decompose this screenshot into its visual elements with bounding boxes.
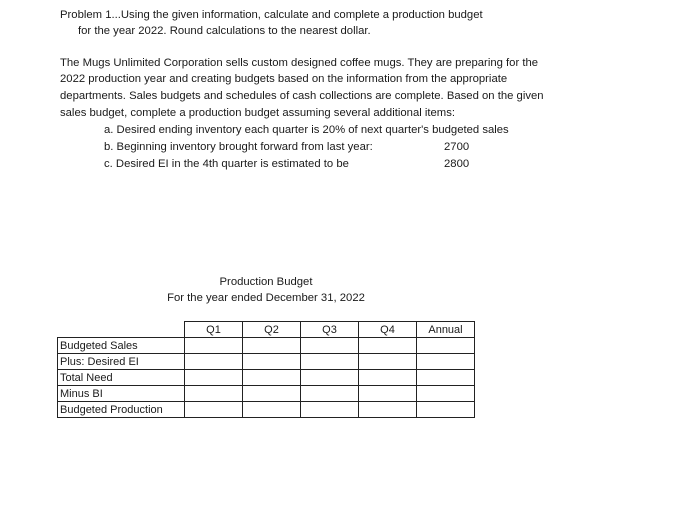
budget-title: Production Budget xyxy=(219,276,313,288)
table-row xyxy=(58,338,475,354)
cell-input[interactable] xyxy=(417,354,475,370)
cell-input[interactable] xyxy=(301,370,359,386)
problem-title: Problem 1...Using the given information, calculate and complete a production budget xyxy=(60,9,483,21)
cell-input[interactable] xyxy=(417,338,475,354)
header-corner xyxy=(58,322,185,338)
problem-title-continued: for the year 2022. Round calculations to the nearest dollar. xyxy=(78,25,371,37)
assumption-c-value: 2800 xyxy=(444,158,470,170)
row-label-minus-bi: Minus BI xyxy=(58,386,185,402)
table-row xyxy=(58,402,475,418)
row-label-total-need: Total Need xyxy=(58,370,185,386)
cell-input[interactable] xyxy=(417,402,475,418)
budget-subtitle: For the year ended December 31, 2022 xyxy=(167,292,365,304)
table-row xyxy=(58,386,475,402)
assumption-c: c. Desired EI in the 4th quarter is estimated to be xyxy=(104,158,349,170)
cell-input[interactable] xyxy=(243,354,301,370)
header-annual: Annual xyxy=(417,322,475,338)
table-row xyxy=(58,354,475,370)
intro-line: The Mugs Unlimited Corporation sells custom designed coffee mugs. They are preparing for the xyxy=(60,57,539,69)
header-q3: Q3 xyxy=(301,322,359,338)
header-q2: Q2 xyxy=(243,322,301,338)
cell-input[interactable] xyxy=(359,370,417,386)
cell-input[interactable] xyxy=(417,370,475,386)
production-budget-table xyxy=(57,321,475,418)
cell-input[interactable] xyxy=(243,370,301,386)
header-q4: Q4 xyxy=(359,322,417,338)
cell-input[interactable] xyxy=(359,338,417,354)
cell-input[interactable] xyxy=(185,402,243,418)
row-label-desired-ei: Plus: Desired EI xyxy=(58,354,185,370)
assumption-b: b. Beginning inventory brought forward from last year: xyxy=(104,141,373,153)
header-q1: Q1 xyxy=(185,322,243,338)
cell-input[interactable] xyxy=(417,386,475,402)
cell-input[interactable] xyxy=(359,386,417,402)
cell-input[interactable] xyxy=(243,386,301,402)
cell-input[interactable] xyxy=(359,402,417,418)
cell-input[interactable] xyxy=(185,354,243,370)
cell-input[interactable] xyxy=(243,338,301,354)
cell-input[interactable] xyxy=(301,402,359,418)
intro-line: 2022 production year and creating budgets based on the information from the appropriate xyxy=(60,73,508,85)
intro-line: departments. Sales budgets and schedules of cash collections are complete. Based on the given xyxy=(60,90,544,102)
table-row xyxy=(58,370,475,386)
row-label-budgeted-production: Budgeted Production xyxy=(58,402,185,418)
assumption-b-value: 2700 xyxy=(444,141,470,153)
row-label-budgeted-sales: Budgeted Sales xyxy=(58,338,185,354)
cell-input[interactable] xyxy=(301,354,359,370)
cell-input[interactable] xyxy=(185,338,243,354)
cell-input[interactable] xyxy=(185,370,243,386)
cell-input[interactable] xyxy=(185,386,243,402)
cell-input[interactable] xyxy=(243,402,301,418)
cell-input[interactable] xyxy=(359,354,417,370)
assumption-a: a. Desired ending inventory each quarter is 20% of next quarter's budgeted sales xyxy=(104,124,509,136)
table-header-row xyxy=(58,322,475,338)
intro-line: sales budget, complete a production budget assuming several additional items: xyxy=(60,107,455,119)
cell-input[interactable] xyxy=(301,338,359,354)
cell-input[interactable] xyxy=(301,386,359,402)
